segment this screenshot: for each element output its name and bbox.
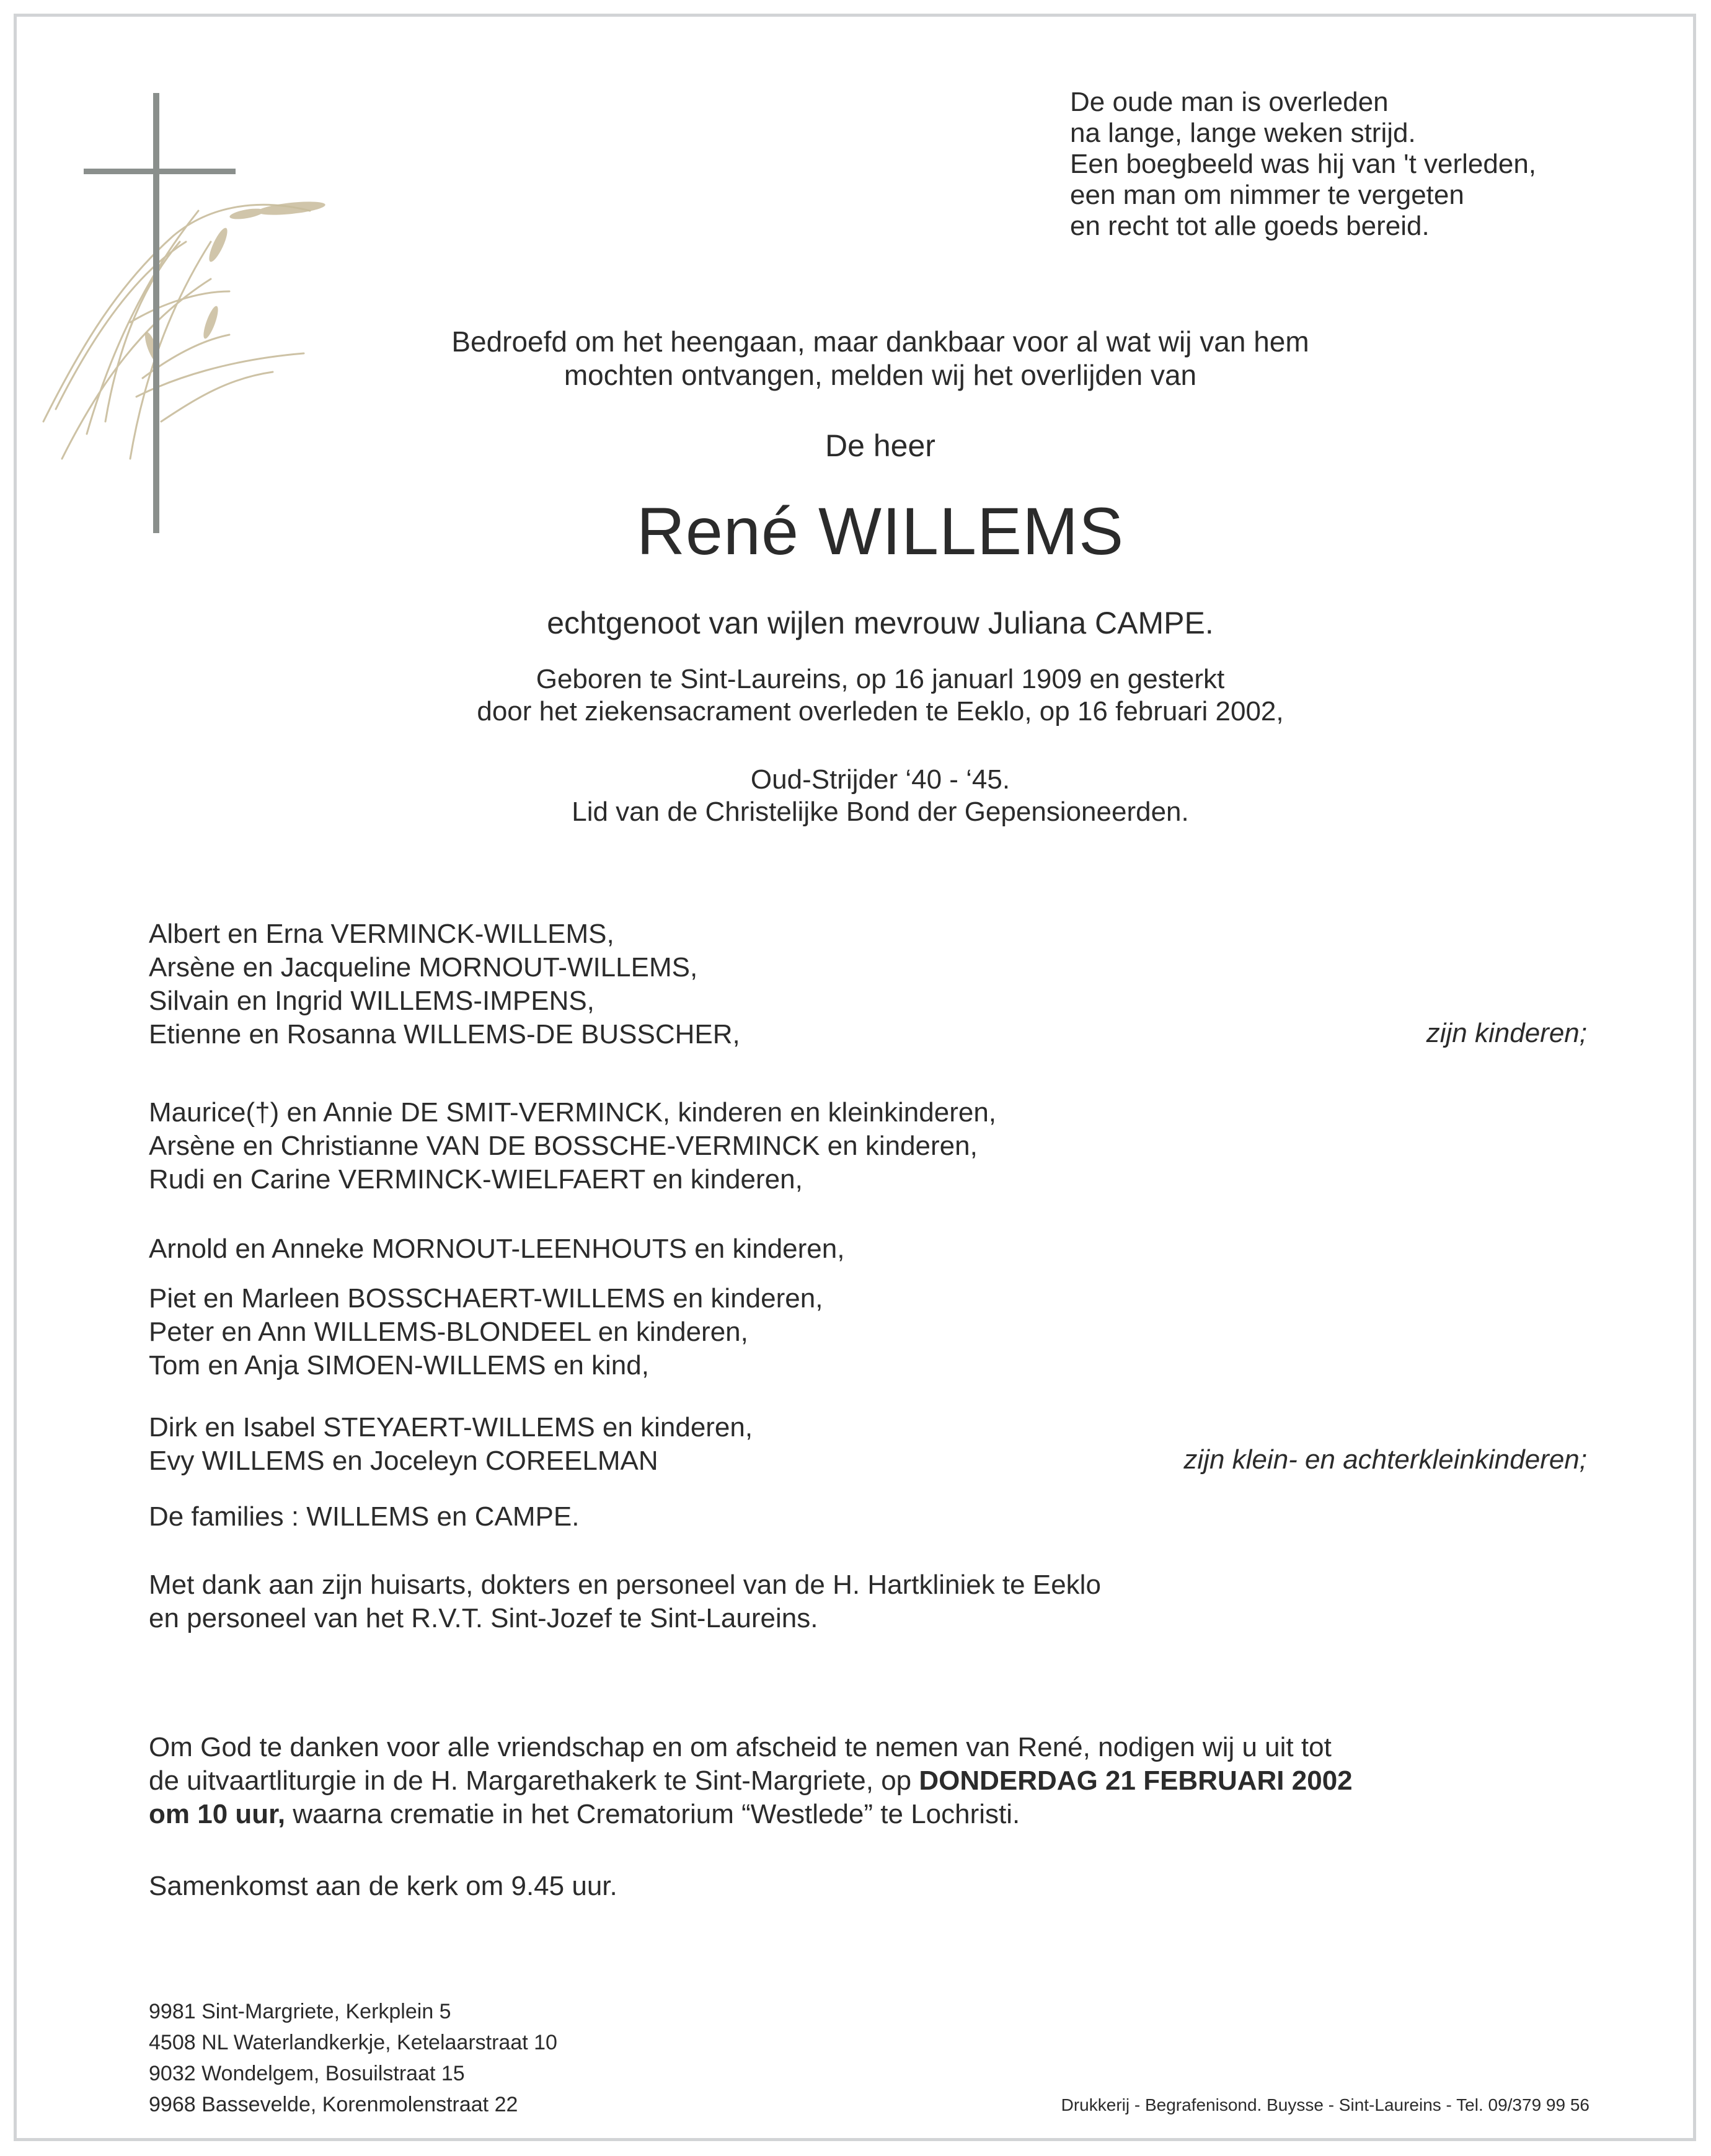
memberships — [248, 764, 1513, 828]
poem-line: De oude man is overleden — [1070, 87, 1389, 117]
poem-line: na lange, lange weken strijd. — [1070, 118, 1416, 148]
address-list — [149, 1996, 557, 2120]
list-item: Silvain en Ingrid WILLEMS-IMPENS, — [149, 986, 595, 1016]
grandchildren-group-2 — [149, 1232, 844, 1266]
funeral-line: Om God te danken voor alle vriendschap en om afscheid te nemen van René, nodigen wij u uit tot — [149, 1732, 1332, 1762]
thanks-note — [149, 1568, 1101, 1635]
thanks-line: Met dank aan zijn huisarts, dokters en personeel van de H. Hartkliniek te Eeklo — [149, 1570, 1101, 1600]
list-item: Albert en Erna VERMINCK-WILLEMS, — [149, 919, 614, 949]
address-line: 9032 Wondelgem, Bosuilstraat 15 — [149, 2062, 465, 2085]
list-item: Etienne en Rosanna WILLEMS-DE BUSSCHER, — [149, 1019, 740, 1049]
meeting-time: Samenkomst aan de kerk om 9.45 uur. — [149, 1871, 617, 1901]
grandchildren-group-4 — [149, 1411, 753, 1478]
families-line: De families : WILLEMS en CAMPE. — [149, 1501, 580, 1532]
funeral-date: DONDERDAG 21 FEBRUARI 2002 — [919, 1765, 1353, 1796]
membership-line: Lid van de Christelijke Bond der Gepensioneerden. — [572, 797, 1189, 827]
funeral-invitation — [149, 1731, 1353, 1831]
intro-line: Bedroefd om het heengaan, maar dankbaar voor al wat wij van hem — [451, 325, 1309, 358]
list-item: Rudi en Carine VERMINCK-WIELFAERT en kinderen, — [149, 1164, 803, 1195]
poem-line: Een boegbeeld was hij van 't verleden, — [1070, 149, 1537, 179]
list-item: Peter en Ann WILLEMS-BLONDEEL en kinderen, — [149, 1317, 748, 1347]
address-line: 9981 Sint-Margriete, Kerkplein 5 — [149, 2000, 451, 2023]
funeral-text: de uitvaartliturgie in de H. Margarethakerk te Sint-Margriete, op — [149, 1765, 919, 1796]
death-line: door het ziekensacrament overleden te Eeklo, op 16 februari 2002, — [477, 696, 1284, 727]
intro-line: mochten ontvangen, melden wij het overlijden van — [564, 359, 1197, 391]
cross-with-wheat-icon — [25, 87, 384, 546]
birth-death-info — [248, 663, 1513, 728]
children-list — [149, 917, 740, 1051]
funeral-line — [149, 1798, 1353, 1831]
list-item: Maurice(†) en Annie DE SMIT-VERMINCK, kinderen en kleinkinderen, — [149, 1097, 997, 1128]
list-item: Dirk en Isabel STEYAERT-WILLEMS en kinderen, — [149, 1412, 753, 1442]
announcement-intro — [248, 325, 1513, 392]
poem-line: en recht tot alle goeds bereid. — [1070, 211, 1430, 241]
funeral-text: waarna crematie in het Crematorium “Westlede” te Lochristi. — [285, 1799, 1020, 1829]
funeral-line — [149, 1764, 1353, 1798]
address-line: 4508 NL Waterlandkerkje, Ketelaarstraat 10 — [149, 2031, 557, 2054]
funeral-time: om 10 uur, — [149, 1799, 286, 1829]
list-item: Arsène en Jacqueline MORNOUT-WILLEMS, — [149, 952, 698, 983]
poem-line: een man om nimmer te vergeten — [1070, 180, 1464, 210]
children-relation: zijn kinderen; — [1426, 1018, 1587, 1048]
birth-line: Geboren te Sint-Laureins, op 16 januarl 1909 en gesterkt — [536, 664, 1225, 694]
thanks-line: en personeel van het R.V.T. Sint-Jozef te Sint-Laureins. — [149, 1603, 818, 1633]
spouse-line: echtgenoot van wijlen mevrouw Juliana CAMPE. — [547, 606, 1214, 640]
poem — [1070, 87, 1536, 242]
list-item: Arnold en Anneke MORNOUT-LEENHOUTS en kinderen, — [149, 1234, 845, 1264]
list-item: Arsène en Christianne VAN DE BOSSCHE-VERMINCK en kinderen, — [149, 1131, 978, 1161]
printer-credit: Drukkerij - Begrafenisond. Buysse - Sint-Laureins - Tel. 09/379 99 56 — [1061, 2095, 1589, 2114]
salutation: De heer — [825, 428, 935, 463]
grandchildren-group-3 — [149, 1282, 823, 1382]
membership-line: Oud-Strijder ‘40 - ‘45. — [750, 764, 1010, 795]
address-line: 9968 Bassevelde, Korenmolenstraat 22 — [149, 2093, 518, 2116]
grandchildren-relation: zijn klein- en achterkleinkinderen; — [1183, 1444, 1587, 1475]
list-item: Tom en Anja SIMOEN-WILLEMS en kind, — [149, 1350, 649, 1381]
grandchildren-group-1 — [149, 1096, 996, 1196]
list-item: Piet en Marleen BOSSCHAERT-WILLEMS en kinderen, — [149, 1283, 823, 1314]
list-item: Evy WILLEMS en Joceleyn COREELMAN — [149, 1446, 658, 1476]
deceased-name: René WILLEMS — [636, 493, 1125, 568]
